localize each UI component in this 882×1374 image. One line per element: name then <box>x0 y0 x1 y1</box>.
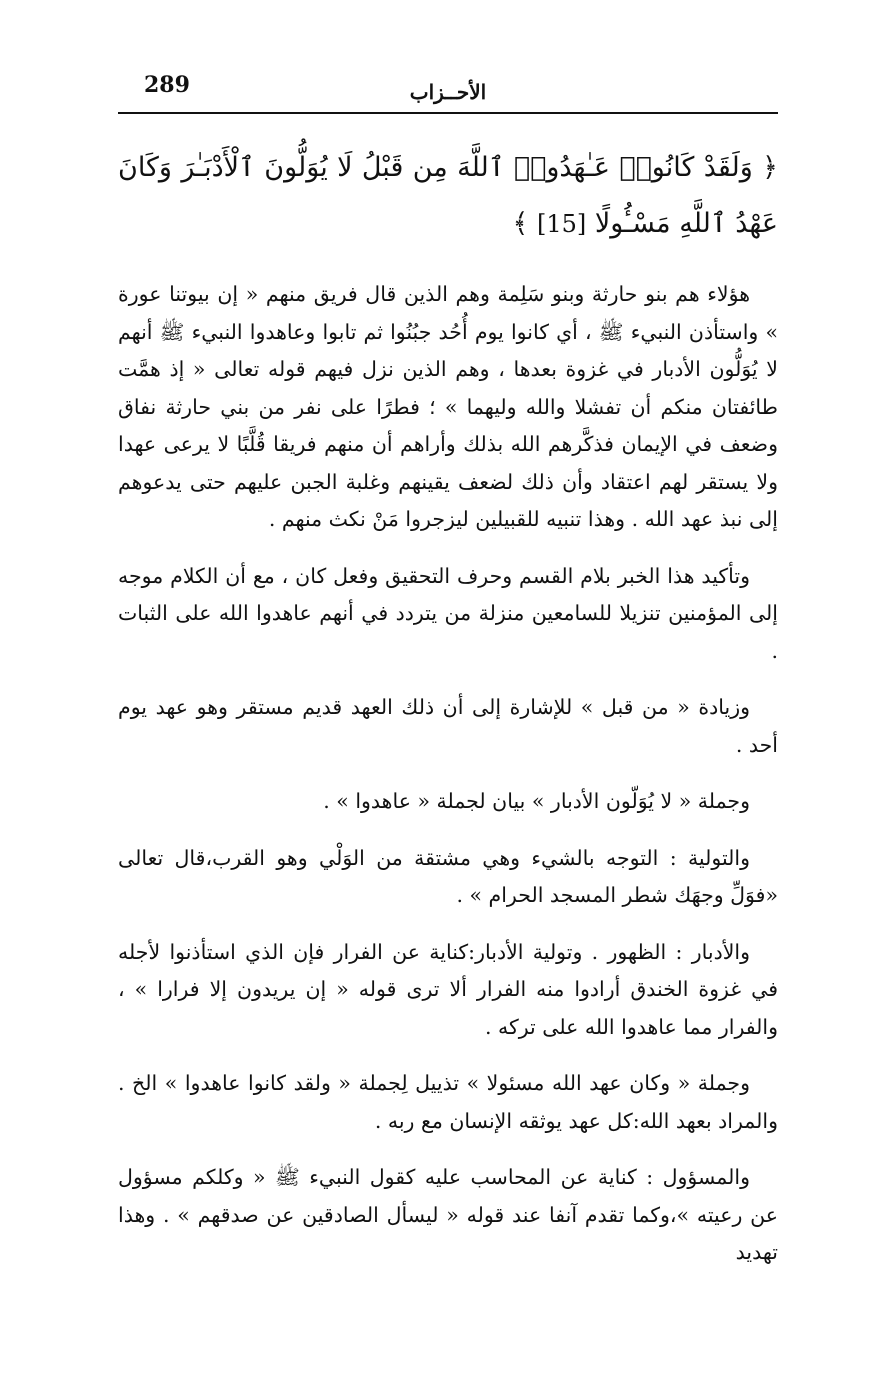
paragraph: وزيادة « من قبل » للإشارة إلى أن ذلك العهد قديم مستقر وهو عهد يوم أحد . <box>118 695 778 757</box>
paragraph: والأدبار : الظهور . وتولية الأدبار:كناية عن الفرار فإن الذي استأذنوا لأجله في غزوة الخندق أرادوا منه الفرار ألا ترى قوله « إن يريدون إلا فرارا » ، والفرار مما عاهدوا الله على تركه . <box>118 939 778 1039</box>
verse-text: ﴿ وَلَقَدْ كَانُوا۟ عَـٰهَدُوا۟ ٱللَّهَ مِن قَبْلُ لَا يُوَلُّونَ ٱلْأَدْبَـٰرَ وَكَانَ عَهْدُ ٱللَّهِ مَسْـُٔولًا <box>118 152 778 239</box>
quran-verse <box>118 140 778 252</box>
chapter-title: الأحــزاب <box>409 80 487 104</box>
page-header <box>118 72 778 110</box>
paragraph: وتأكيد هذا الخبر بلام القسم وحرف التحقيق وفعل كان ، مع أن الكلام موجه إلى المؤمنين تنزيلا للسامعين منزلة من يتردد في أنهم عاهدوا الله على الثبات . <box>118 563 778 663</box>
paragraph: هؤلاء هم بنو حارثة وبنو سَلِمة وهم الذين قال فريق منهم « إن بيوتنا عورة » واستأذن النبيء ﷺ ، أي كانوا يوم أُحُد جبُنُوا ثم تابوا وعاهدوا النبيء ﷺ أنهم لا يُوَلُّون الأدبار في غزوة بعدها ، وهم الذين نزل فيهم قوله تعالى « إذ همَّت طائفتان منكم أن تفشلا والله وليهما » ؛ فطرًا على نفر من بني حارثة نفاق وضعف في الإيمان فذكَّرهم الله بذلك وأراهم أن منهم فريقا قُلَّبًا لا يرعى عهدا ولا يستقر لهم اعتقاد وأن ذلك لضعف يقينهم وغلبة الجبن عليهم حتى يدعوهم إلى نبذ عهد الله . وهذا تنبيه للقبيلين ليزجروا مَنْ نكث منهم . <box>118 282 778 531</box>
page-number: 289 <box>144 72 190 98</box>
verse-close-bracket: ﴾ <box>512 208 529 239</box>
header-rule <box>118 112 778 114</box>
verse-number: [15] <box>536 210 587 238</box>
paragraph: والتولية : التوجه بالشيء وهي مشتقة من الوَلْي وهو القرب،قال تعالى «فوَلِّ وجهَك شطر المسجد الحرام » . <box>118 845 778 907</box>
commentary-body <box>118 276 778 1291</box>
paragraph: وجملة « لا يُوَلّون الأدبار » بيان لجملة « عاهدوا » . <box>323 789 750 813</box>
paragraph: وجملة « وكان عهد الله مسئولا » تذييل لِجملة « ولقد كانوا عاهدوا » الخ . والمراد بعهد الله:كل عهد يوثقه الإنسان مع ربه . <box>118 1071 778 1133</box>
paragraph: والمسؤول : كناية عن المحاسب عليه كقول النبيء ﷺ « وكلكم مسؤول عن رعيته »،وكما تقدم آنفا عند قوله « ليسأل الصادقين عن صدقهم » . وهذا تهديد <box>118 1165 778 1264</box>
